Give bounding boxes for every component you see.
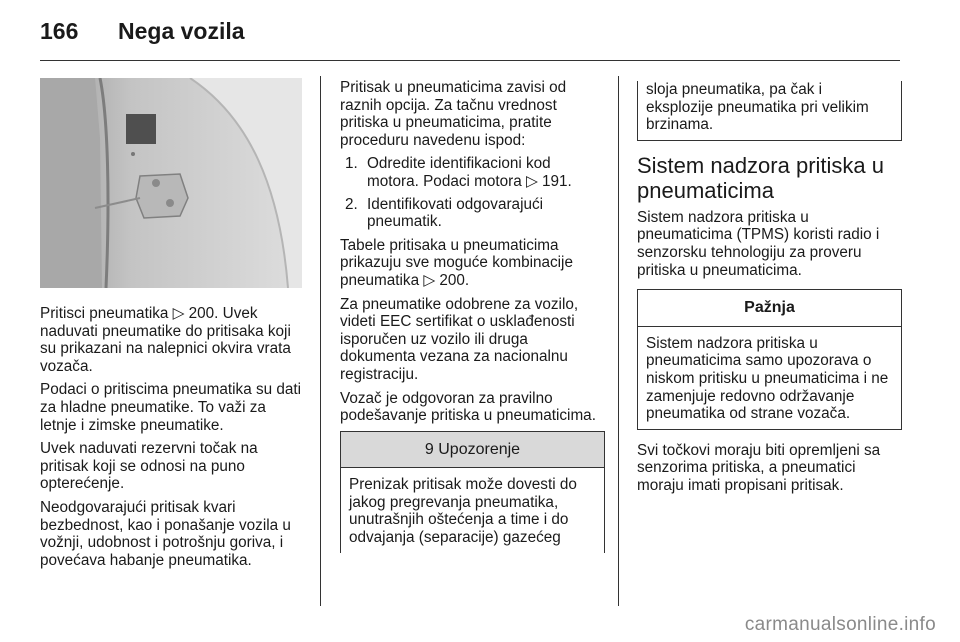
page-number: 166: [40, 18, 79, 44]
list-item: [340, 196, 605, 231]
paragraph: Uvek naduvati rezervni točak na pritisak koji se odnosi na puno opterećenje.: [40, 440, 258, 493]
note-title: Pažnja: [638, 290, 901, 327]
warning-title: 9 Upozorenje: [341, 432, 604, 469]
paragraph: Svi točkovi moraju biti opremljeni sa senzorima pritiska, a pneumatici moraju imati propisani pritisak.: [637, 441, 881, 494]
paragraph: Vozač je odgovoran za pravilno podešavanje pritiska u pneumaticima.: [340, 389, 596, 425]
list-item: [340, 155, 605, 190]
note-text: Sistem nadzora pritiska u pneumaticima samo upozorava o niskom pritisku u pneumaticima i ne zamenjuje redovno održavanje pneumatika od strane vozača.: [646, 334, 889, 423]
column-middle: [340, 79, 605, 553]
section-heading: Sistem nadzora pritiska u pneumaticima: [637, 152, 884, 203]
list-text: Identifikovati odgovarajući pneumatik.: [367, 195, 544, 231]
warning-box: [340, 431, 605, 553]
tire-pressure-label: [126, 114, 156, 144]
header-rule: [40, 60, 900, 61]
paragraph: Sistem nadzora pritiska u pneumaticima (TPMS) koristi radio i senzorsku tehnologiju za proveru pritiska u pneumaticima.: [637, 208, 880, 279]
paragraph: Za pneumatike odobrene za vozilo, videti EEC sertifikat o usklađenosti isporučen uz vozilo ili druga dokumenta vezana za nacionalnu registraciju.: [340, 295, 579, 383]
column-right: [637, 79, 902, 501]
column-divider: [618, 76, 619, 606]
list-number: 1.: [345, 155, 358, 173]
chapter-title: Nega vozila: [118, 18, 245, 44]
warning-box-continued: sloja pneumatika, pa čak i eksplozije pneumatika pri velikim brzinama.: [637, 81, 902, 141]
note-box: [637, 289, 902, 430]
column-divider: [320, 76, 321, 606]
page-header: [40, 18, 245, 48]
list-number: 2.: [345, 195, 358, 213]
warning-text: Prenizak pritisak može dovesti do jakog pregrevanja pneumatika, unutrašnjih oštećenja a time i do odvajanja (separacije) gazećeg: [349, 476, 577, 547]
paragraph: Pritisci pneumatika ▷ 200. Uvek naduvati pneumatike do pritisaka koji su prikazani na nalepnici okvira vrata vozača.: [40, 305, 291, 375]
paragraph: Neodgovarajući pritisak kvari bezbednost, kao i ponašanje vozila u vožnji, udobnost i potrošnju goriva, i povećava habanje pneumatika.: [40, 498, 291, 569]
paragraph: Pritisak u pneumaticima zavisi od raznih opcija. Za tačnu vrednost pritiska u pneumaticima, pratite proceduru navedenu ispod:: [340, 79, 567, 149]
column-left: [40, 305, 305, 575]
paragraph: Podaci o pritiscima pneumatika su dati za hladne pneumatike. To važi za letnje i zimske pneumatike.: [40, 381, 302, 434]
paragraph: Tabele pritisaka u pneumaticima prikazuju sve moguće kombinacije pneumatika ▷ 200.: [340, 236, 573, 289]
list-text: Odredite identifikacioni kod motora. Podaci motora ▷ 191.: [367, 155, 572, 190]
door-pillar-illustration: [40, 78, 302, 288]
procedure-list: [340, 155, 605, 230]
watermark: carmanualsonline.info: [744, 614, 936, 635]
